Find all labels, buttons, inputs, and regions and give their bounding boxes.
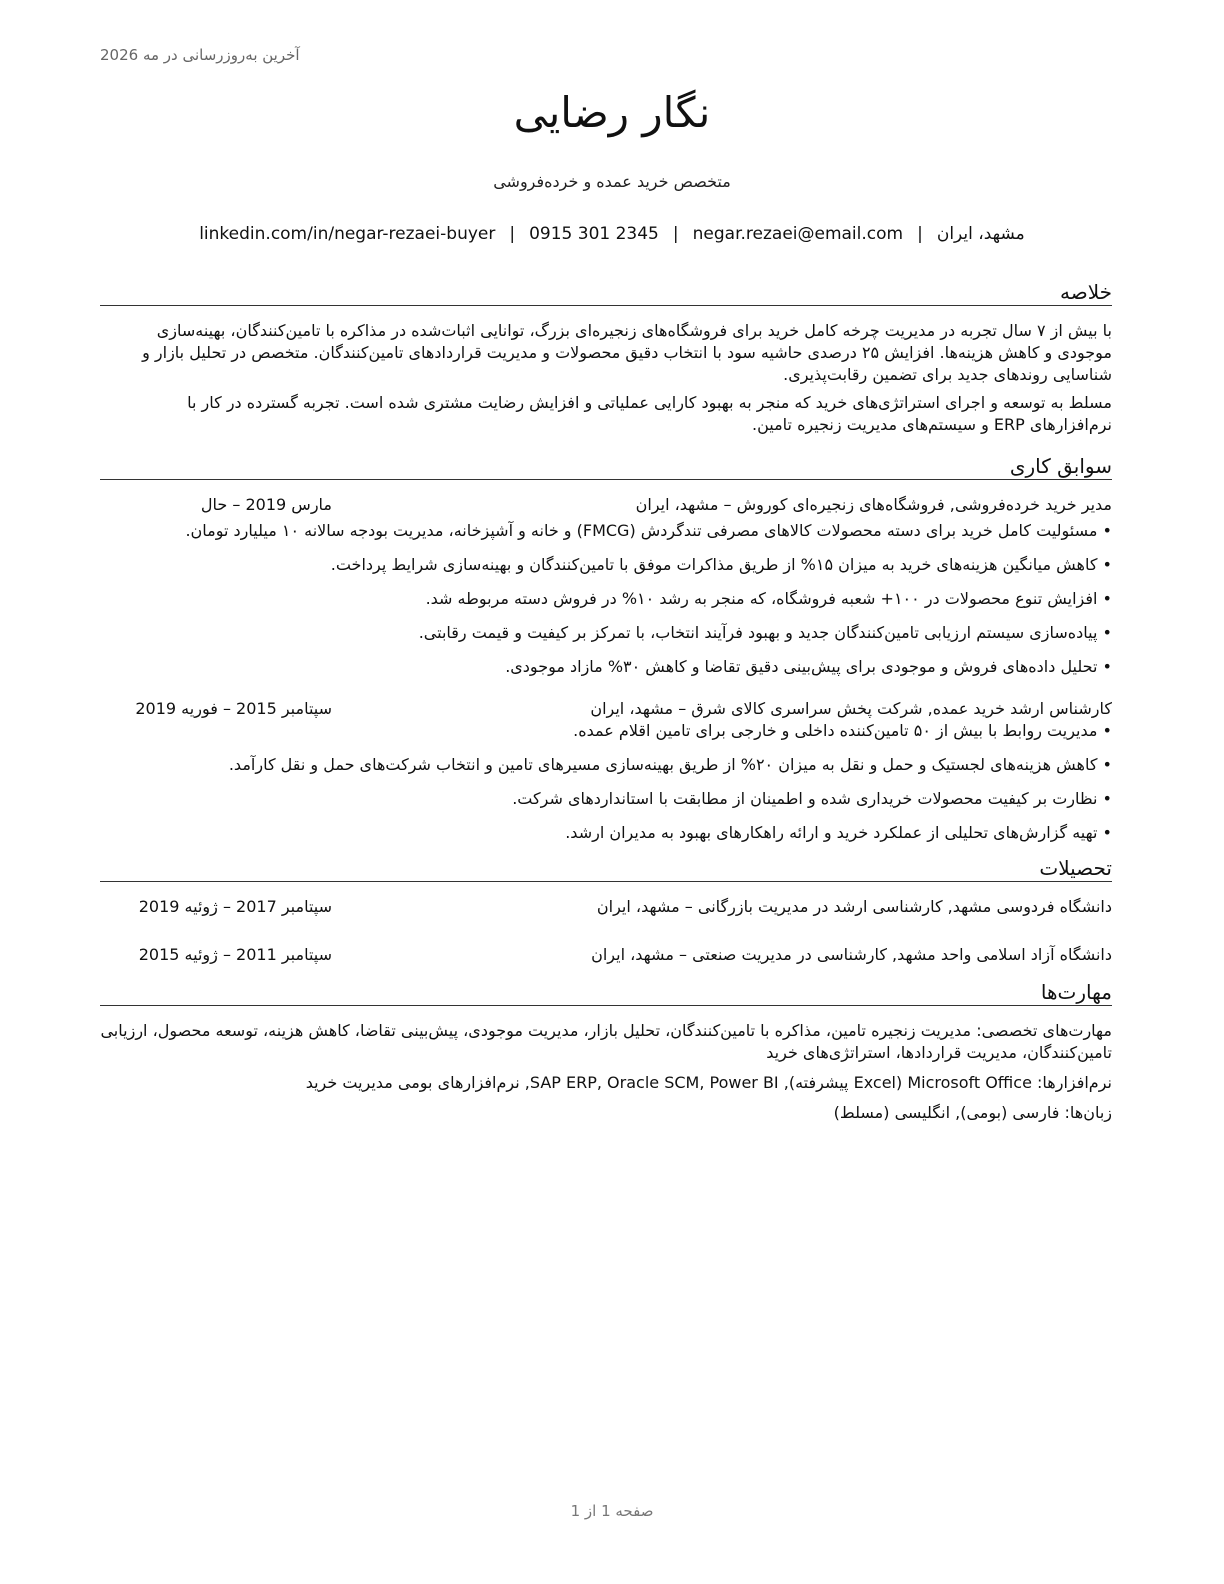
bullet-icon: • [1097,721,1112,740]
contact-phone[interactable]: 0915 301 2345 [529,224,659,244]
bullet-item [100,788,1112,810]
bullet-item [100,822,1112,844]
skills-heading: مهارت‌ها [100,980,1112,1006]
job-entry [100,698,1112,844]
education-heading: تحصیلات [100,856,1112,882]
education-dates: سپتامبر 2017 – ژوئیه 2019 [138,897,332,916]
page-number: صفحه 1 از 1 [570,1502,654,1520]
education-school: دانشگاه آزاد اسلامی واحد مشهد, کارشناسی در مدیریت صنعتی – مشهد، ایران [591,945,1112,964]
bullet-icon: • [1097,623,1112,642]
bullet-item [100,720,1112,742]
job-bullets [100,720,1112,844]
bullet-icon: • [1097,657,1112,676]
bullet-item [100,754,1112,776]
job-role: کارشناس ارشد خرید عمده, شرکت پخش سراسری کالای شرق – مشهد، ایران [590,699,1112,718]
education-entry [100,896,1112,918]
job-role: مدیر خرید خرده‌فروشی, فروشگاه‌های زنجیره‌ای کوروش – مشهد، ایران [635,495,1112,514]
bullet-icon: • [1097,789,1112,808]
bullet-text: مدیریت روابط با بیش از ۵۰ تامین‌کننده داخلی و خارجی برای تامین اقلام عمده. [573,721,1098,740]
experience-heading: سوابق کاری [100,454,1112,480]
bullet-item [100,622,1112,644]
bullet-text: تهیه گزارش‌های تحلیلی از عملکرد خرید و ارائه راهکارهای بهبود به مدیران ارشد. [565,823,1098,842]
summary-heading: خلاصه [100,280,1112,306]
job-dates: مارس 2019 – حال [200,495,332,514]
candidate-name: نگار رضایی [513,88,711,137]
bullet-icon: • [1097,589,1112,608]
job-header [100,494,1112,516]
bullet-icon: • [1097,755,1112,774]
bullet-icon: • [1097,555,1112,574]
bullet-item [100,520,1112,542]
education-entry [100,944,1112,966]
contact-line [0,224,1224,244]
education-dates: سپتامبر 2011 – ژوئیه 2015 [138,945,332,964]
summary-paragraph-1: با بیش از ۷ سال تجربه در مدیریت چرخه کامل خرید برای فروشگاه‌های زنجیره‌ای بزرگ، توانایی اثبات‌شده در مذاکره با تامین‌کنندگان، بهینه‌سازی موجودی و کاهش هزینه‌ها. افزایش ۲۵ درصدی حاشیه سود با انتخاب دقیق محصولات و مدیریت قراردادهای تامین‌کنندگان. متخصص در تحلیل بازار و شناسایی روندهای جدید برای تضمین رقابت‌پذیری. [142,321,1112,384]
bullet-text: افزایش تنوع محصولات در ۱۰۰+ شعبه فروشگاه، که منجر به رشد ۱۰% در فروش دسته مربوطه شد. [425,589,1098,608]
education-school: دانشگاه فردوسی مشهد, کارشناسی ارشد در مدیریت بازرگانی – مشهد، ایران [596,897,1112,916]
job-bullets [100,520,1112,678]
bullet-text: نظارت بر کیفیت محصولات خریداری شده و اطمینان از مطابقت با استانداردهای شرکت. [512,789,1098,808]
bullet-text: کاهش میانگین هزینه‌های خرید به میزان ۱۵% از طریق مذاکرات موفق با تامین‌کنندگان و بهینه‌سازی شرایط پرداخت. [330,555,1098,574]
job-dates: سپتامبر 2015 – فوریه 2019 [135,699,332,718]
bullet-text: کاهش هزینه‌های لجستیک و حمل و نقل به میزان ۲۰% از طریق بهینه‌سازی مسیرهای تامین و انتخاب شرکت‌های حمل و نقل کارآمد. [228,755,1098,774]
bullet-item [100,588,1112,610]
bullet-text: تحلیل داده‌های فروش و موجودی برای پیش‌بینی دقیق تقاضا و کاهش ۳۰% مازاد موجودی. [505,657,1098,676]
contact-separator: | [509,224,516,244]
skills-languages: زبان‌ها: فارسی (بومی), انگلیسی (مسلط) [833,1103,1112,1122]
resume-body [100,272,1112,1132]
contact-location: مشهد، ایران [936,224,1025,244]
bullet-item [100,554,1112,576]
job-header [100,698,1112,720]
contact-separator: | [917,224,923,244]
contact-linkedin[interactable]: linkedin.com/in/negar-rezaei-buyer [199,224,496,244]
bullet-icon: • [1097,823,1112,842]
bullet-item [100,656,1112,678]
bullet-icon: • [1097,521,1112,540]
bullet-text: مسئولیت کامل خرید برای دسته محصولات کالاهای مصرفی تندگردش (FMCG) و خانه و آشپزخانه، مدیریت بودجه سالانه ۱۰ میلیارد تومان. [185,521,1098,540]
contact-email[interactable]: negar.rezaei@email.com [692,224,904,244]
bullet-text: پیاده‌سازی سیستم ارزیابی تامین‌کنندگان جدید و بهبود فرآیند انتخاب، با تمرکز بر کیفیت و قیمت رقابتی. [418,623,1098,642]
last-updated: آخرین به‌روزرسانی در مه 2026 [100,46,300,64]
summary-paragraph-2: مسلط به توسعه و اجرای استراتژی‌های خرید که منجر به بهبود کارایی عملیاتی و افزایش رضایت مشتری شده است. تجربه گسترده در کار با نرم‌افزارهای ERP و سیستم‌های مدیریت زنجیره تامین. [187,393,1112,434]
candidate-headline: متخصص خرید عمده و خرده‌فروشی [493,172,731,191]
job-entry [100,494,1112,678]
skills-software: نرم‌افزارها: Microsoft Office (Excel پیشرفته), SAP ERP, Oracle SCM, Power BI, نرم‌افزارهای بومی مدیریت خرید [305,1073,1112,1092]
skills-professional: مهارت‌های تخصصی: مدیریت زنجیره تامین، مذاکره با تامین‌کنندگان، تحلیل بازار، مدیریت موجودی، پیش‌بینی تقاضا، کاهش هزینه، توسعه محصول، ارزیابی تامین‌کنندگان، مدیریت قراردادها، استراتژی‌های خرید [100,1021,1112,1062]
contact-separator: | [672,224,679,244]
